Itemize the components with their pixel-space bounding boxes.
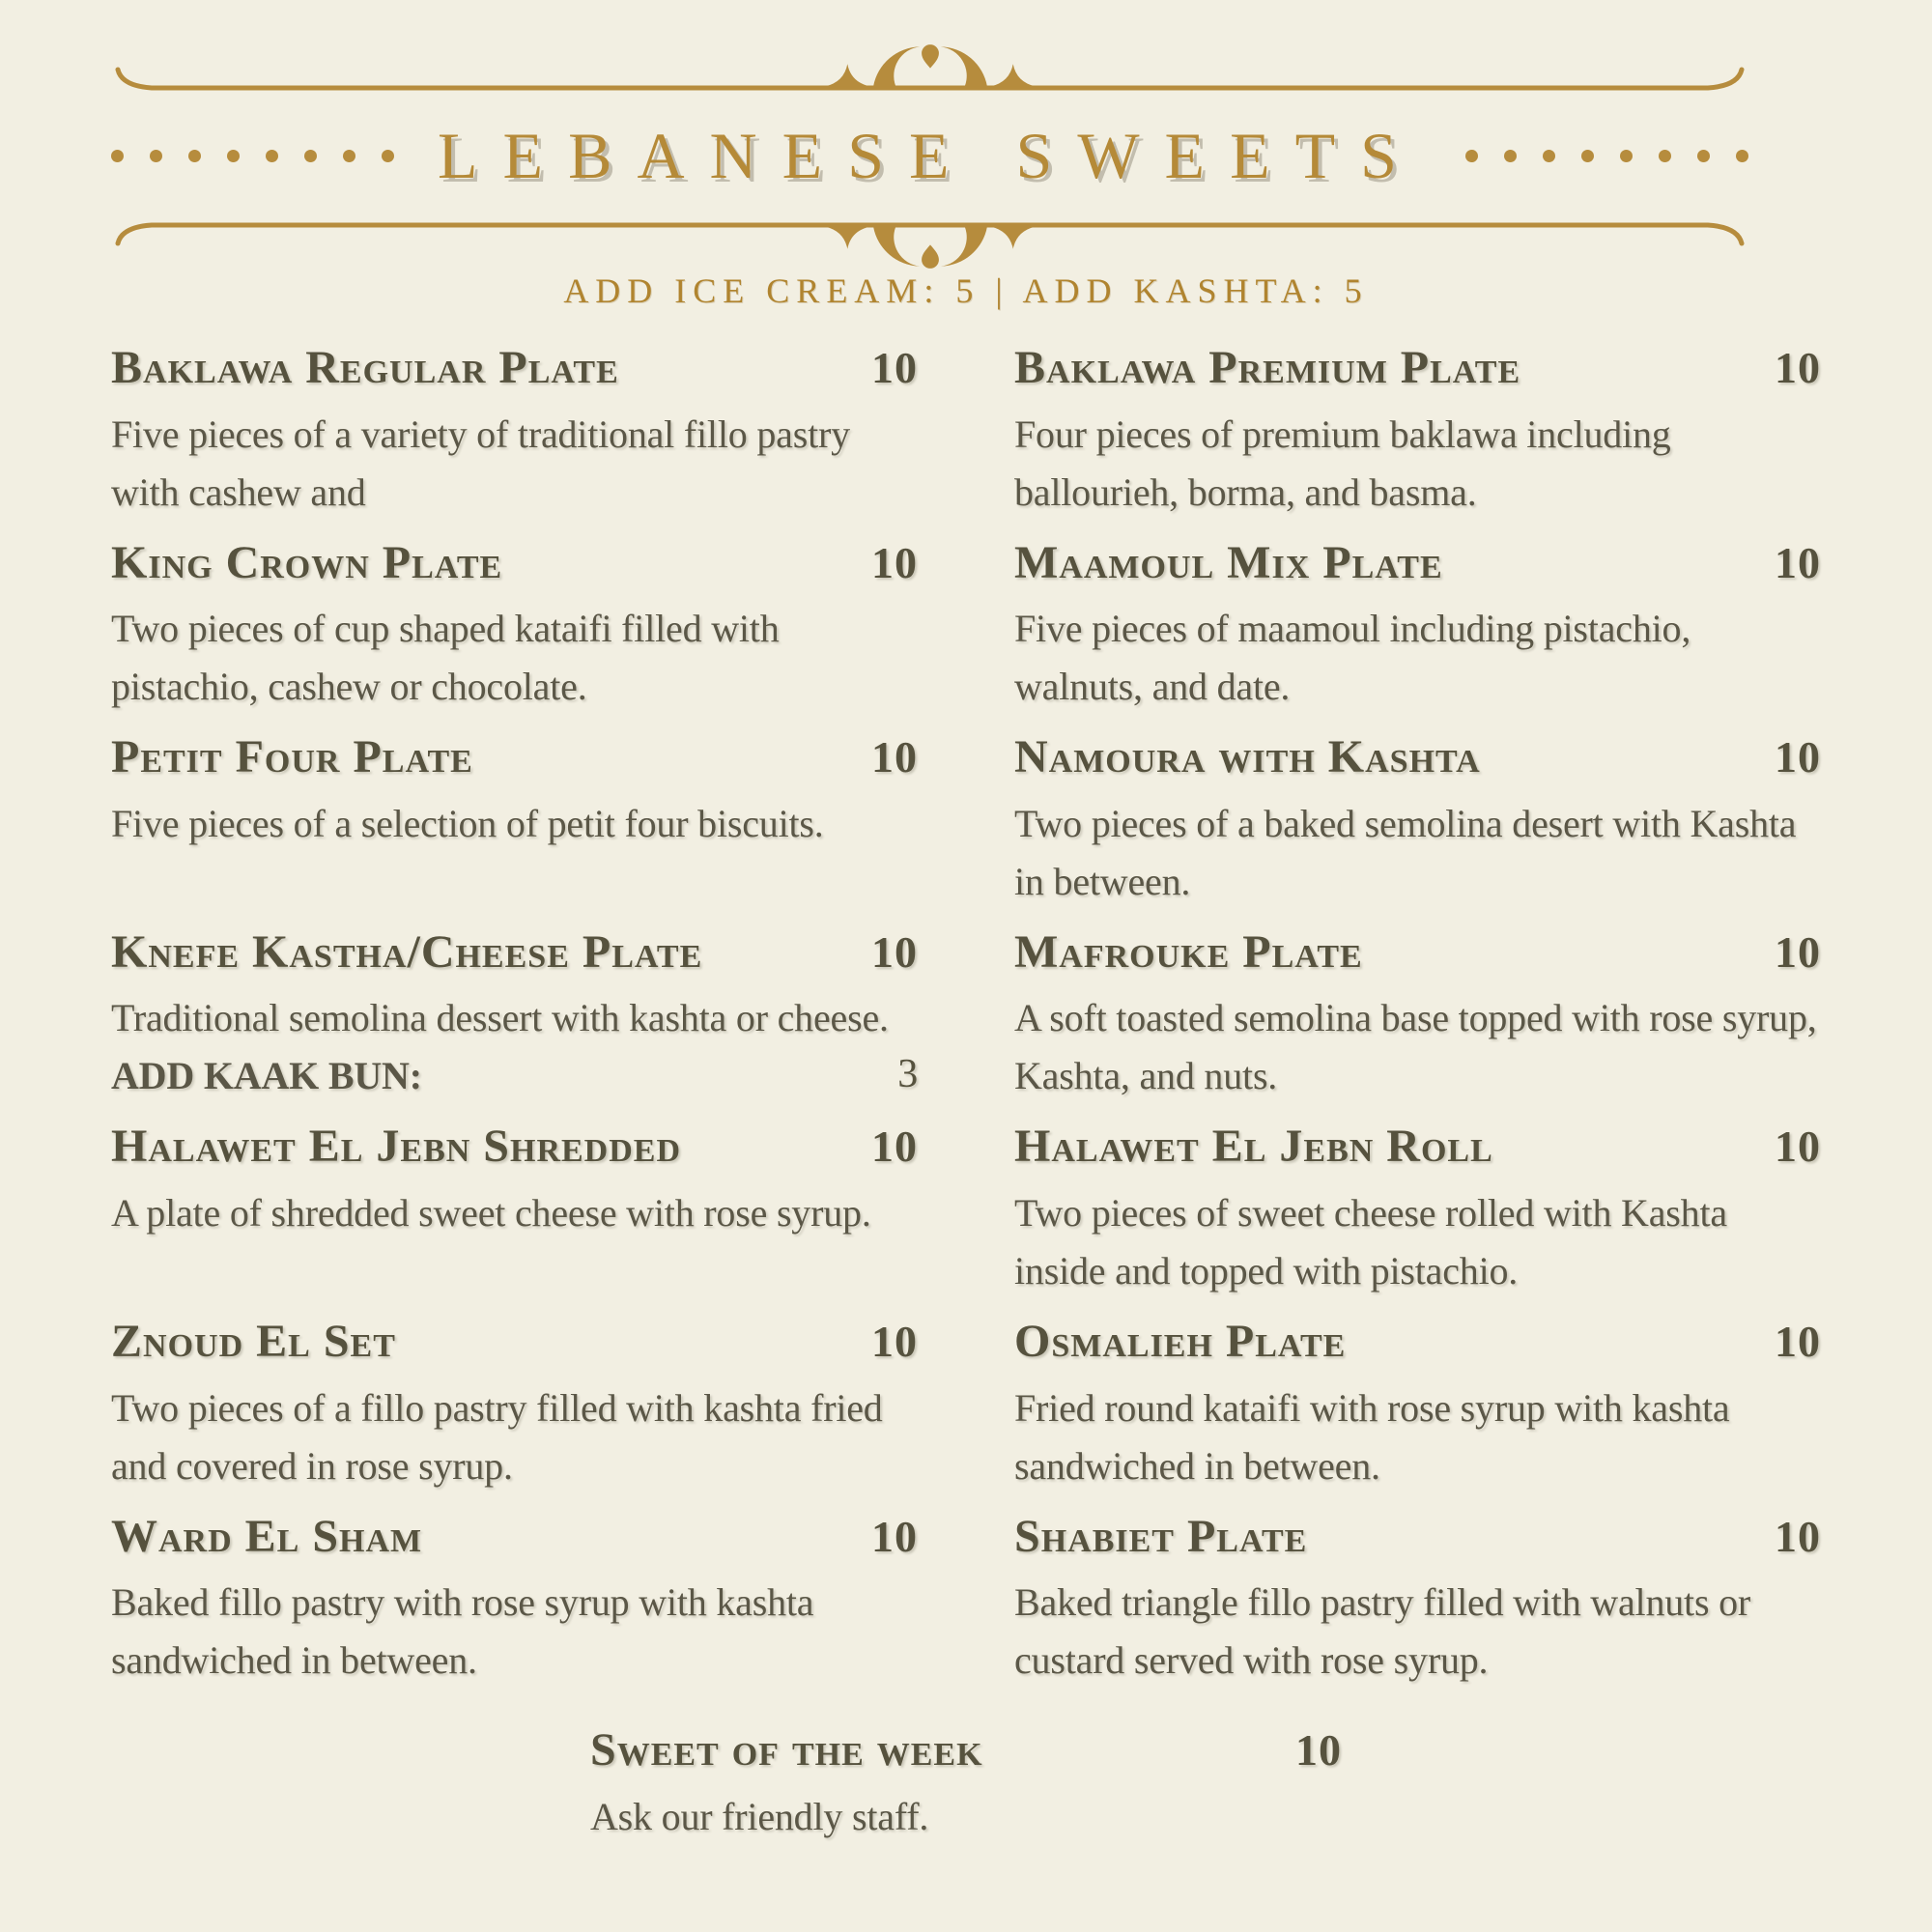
menu-item (1014, 535, 1821, 717)
item-price: 10 (1775, 343, 1821, 392)
item-description (111, 795, 918, 853)
item-name: Halawet El Jebn Shredded (111, 1121, 682, 1173)
menu-item (1014, 1509, 1821, 1690)
item-head (1014, 729, 1821, 785)
ornament-dots-left (111, 150, 394, 162)
item-description-text: Baked fillo pastry with rose syrup with kashta sandwiched in between. (111, 1580, 814, 1683)
ornament-dot (1736, 150, 1748, 162)
menu-item (111, 924, 918, 1106)
item-description-text: Five pieces of maamoul including pistachio, walnuts, and date. (1014, 607, 1691, 709)
item-price: 10 (871, 732, 918, 782)
item-head (1014, 1314, 1821, 1370)
title-row (111, 97, 1748, 214)
ornament-dot (343, 150, 355, 162)
item-name: Maamoul Mix Plate (1014, 536, 1443, 588)
ornament-dot (1504, 150, 1517, 162)
menu-item (111, 1314, 918, 1495)
item-head (111, 1314, 918, 1370)
item-name: Petit Four Plate (111, 731, 473, 783)
item-head (1014, 924, 1821, 980)
ornament-dots-right (1465, 150, 1748, 162)
item-price: 10 (1295, 1725, 1342, 1776)
item-name: Mafrouke Plate (1014, 925, 1363, 978)
item-description (1014, 600, 1821, 716)
ornament-dot (266, 150, 278, 162)
item-head (1014, 340, 1821, 396)
item-head (590, 1722, 1342, 1778)
menu-item (111, 1119, 918, 1300)
item-description-text: A plate of shredded sweet cheese with rose syrup. (111, 1190, 871, 1235)
item-price: 10 (871, 537, 918, 587)
crown-ornament-icon (817, 42, 1043, 90)
item-price: 10 (871, 343, 918, 392)
menu-item (111, 535, 918, 717)
ornament-dot (227, 150, 240, 162)
item-description (111, 406, 918, 522)
menu-item (1014, 1314, 1821, 1495)
item-description (111, 1184, 918, 1242)
item-addon-label: ADD KAAK BUN: (111, 1054, 422, 1098)
crown-ornament-icon (817, 223, 1043, 271)
item-name: Namoura with Kashta (1014, 731, 1481, 783)
menu-item (1014, 924, 1821, 1106)
item-head (111, 535, 918, 591)
item-price: 10 (1775, 537, 1821, 587)
item-description (1014, 1184, 1821, 1300)
item-price: 10 (871, 926, 918, 977)
item-head (111, 1119, 918, 1175)
item-description-text: Five pieces of a variety of traditional fillo pastry with cashew and (111, 412, 850, 514)
menu-items-grid (111, 340, 1821, 1690)
menu-header (0, 0, 1932, 311)
ornament-dot (1581, 150, 1594, 162)
item-name: Halawet El Jebn Roll (1014, 1121, 1493, 1173)
sweet-of-the-week-item (590, 1722, 1342, 1846)
item-head (1014, 1119, 1821, 1175)
item-price: 10 (1775, 926, 1821, 977)
item-head (1014, 1509, 1821, 1565)
item-description (111, 1379, 918, 1495)
item-description-text: Fried round kataifi with rose syrup with kashta sandwiched in between. (1014, 1385, 1730, 1488)
item-description (1014, 795, 1821, 911)
item-price: 10 (1775, 1122, 1821, 1172)
item-description-text: Four pieces of premium baklawa including ballourieh, borma, and basma. (1014, 412, 1671, 514)
item-description-text: Two pieces of sweet cheese rolled with Kashta inside and topped with pistachio. (1014, 1190, 1727, 1293)
item-name: Baklawa Premium Plate (1014, 342, 1521, 393)
item-name: King Crown Plate (111, 536, 503, 588)
item-price: 10 (871, 1511, 918, 1561)
item-description-text: Ask our friendly staff. (590, 1794, 929, 1838)
item-description-text: A soft toasted semolina base topped with rose syrup, Kashta, and nuts. (1014, 996, 1817, 1098)
menu-item (111, 1509, 918, 1690)
item-name: Ward El Sham (111, 1510, 423, 1562)
item-price: 10 (1775, 1511, 1821, 1561)
item-description-text: Traditional semolina dessert with kashta or cheese. (111, 996, 889, 1040)
addons-subtitle: ADD ICE CREAM: 5 | ADD KASHTA: 5 (563, 271, 1369, 310)
item-head (111, 924, 918, 980)
item-description-text: Two pieces of cup shaped kataifi filled with pistachio, cashew or chocolate. (111, 607, 780, 709)
decorative-rule-top (111, 58, 1748, 97)
decorative-rule-bottom (111, 216, 1748, 255)
item-name: Sweet of the week (590, 1724, 983, 1776)
item-price: 10 (1775, 1316, 1821, 1366)
menu-item (1014, 729, 1821, 911)
item-description-text: Five pieces of a selection of petit four biscuits. (111, 801, 824, 845)
item-name: Znoud El Set (111, 1315, 396, 1367)
item-description-text: Two pieces of a baked semolina desert with Kashta in between. (1014, 801, 1797, 903)
item-price: 10 (1775, 732, 1821, 782)
ornament-dot (304, 150, 317, 162)
item-description (111, 1574, 918, 1690)
item-description (1014, 1379, 1821, 1495)
ornament-dot (188, 150, 201, 162)
item-price: 10 (871, 1122, 918, 1172)
item-head (1014, 535, 1821, 591)
item-name: Knefe Kastha/Cheese Plate (111, 925, 703, 978)
ornament-dot (382, 150, 394, 162)
item-price: 10 (871, 1316, 918, 1366)
ornament-dot (150, 150, 162, 162)
ornament-dot (1697, 150, 1710, 162)
menu-item (1014, 1119, 1821, 1300)
item-name: Osmalieh Plate (1014, 1315, 1347, 1367)
ornament-dot (111, 150, 124, 162)
item-head (111, 1509, 918, 1565)
item-description (111, 600, 918, 716)
menu-item (111, 340, 918, 522)
item-description-text: Two pieces of a fillo pastry filled with kashta fried and covered in rose syrup. (111, 1385, 883, 1488)
item-name: Shabiet Plate (1014, 1510, 1308, 1562)
item-description (1014, 989, 1821, 1105)
item-addon-price: 3 (897, 1052, 918, 1097)
item-head (111, 340, 918, 396)
ornament-dot (1543, 150, 1555, 162)
item-description (111, 989, 918, 1105)
item-name: Baklawa Regular Plate (111, 342, 619, 393)
item-head (111, 729, 918, 785)
ornament-dot (1465, 150, 1478, 162)
page-title: LEBANESE SWEETS (438, 118, 1422, 192)
menu-item (111, 729, 918, 911)
ornament-dot (1620, 150, 1633, 162)
ornament-dot (1659, 150, 1671, 162)
item-description (590, 1788, 1342, 1846)
menu-item (1014, 340, 1821, 522)
item-description-text: Baked triangle fillo pastry filled with walnuts or custard served with rose syrup. (1014, 1580, 1751, 1683)
item-description (1014, 1574, 1821, 1690)
item-description (1014, 406, 1821, 522)
